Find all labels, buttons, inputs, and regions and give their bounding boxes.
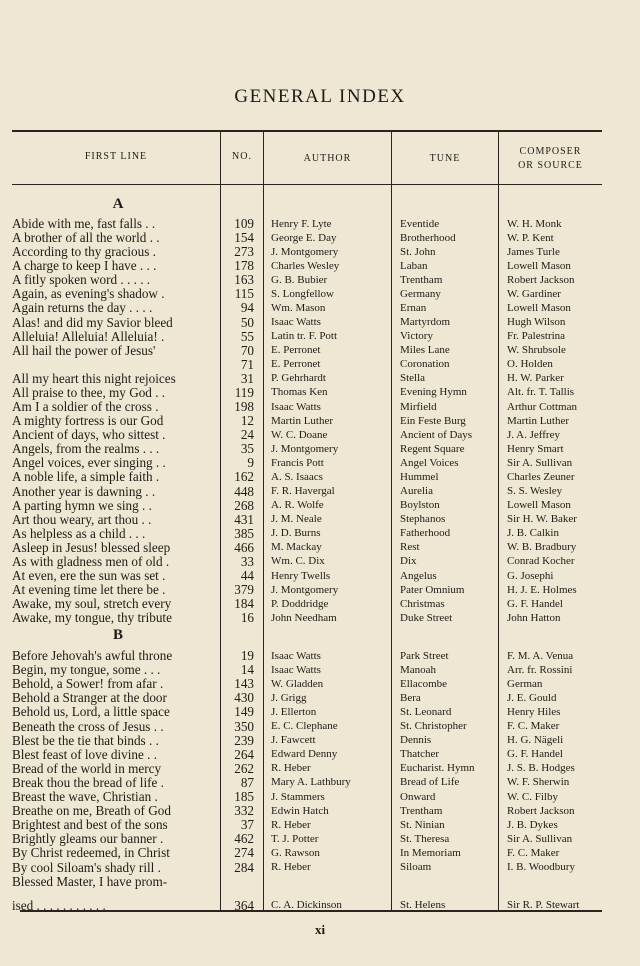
tune-cell: Aurelia [400, 485, 433, 498]
author-cell: S. Longfellow [271, 287, 334, 300]
first-line-cell: Behold a Stranger at the door [12, 690, 167, 706]
tune-cell: Stephanos [400, 513, 446, 526]
composer-cell: Arthur Cottman [507, 400, 577, 413]
hymn-number-cell: 12 [240, 413, 254, 429]
author-cell: J. Montgomery [271, 442, 339, 455]
header-number: NO. [232, 151, 252, 162]
tune-cell: Rest [400, 541, 420, 554]
composer-cell: F. C. Maker [507, 846, 560, 859]
first-line-cell: Again, as evening's shadow . [12, 286, 165, 302]
composer-cell: Sir A. Sullivan [507, 456, 573, 469]
author-cell: Wm. Mason [271, 301, 326, 314]
tune-cell: Evening Hymn [400, 386, 467, 399]
first-line-cell: At evening time let there be . [12, 582, 166, 598]
author-cell: M. Mackay [271, 541, 322, 554]
author-cell: J. Montgomery [271, 583, 339, 596]
composer-cell: J. S. B. Hodges [507, 762, 575, 775]
composer-cell: W. P. Kent [507, 231, 554, 244]
tune-cell: Stella [400, 372, 426, 385]
author-cell: E. C. Clephane [271, 720, 338, 732]
composer-cell: W. F. Sherwin [507, 776, 570, 789]
tune-cell: Miles Lane [400, 344, 450, 357]
hymn-number-cell: 163 [234, 272, 254, 288]
hymn-number-cell: 35 [240, 441, 254, 457]
author-cell: Edwin Hatch [271, 804, 329, 817]
first-line-cell: Asleep in Jesus! blessed sleep [12, 539, 171, 555]
author-cell: F. R. Havergal [271, 485, 335, 498]
composer-cell: F. C. Maker [507, 720, 560, 732]
hymn-number-cell: 55 [240, 328, 254, 344]
composer-cell: Sir A. Sullivan [507, 832, 573, 845]
hymn-number-cell: 149 [234, 704, 254, 720]
hymn-number-cell: 431 [234, 511, 254, 527]
hymn-number-cell: 385 [234, 525, 254, 541]
composer-cell: O. Holden [507, 358, 553, 371]
tune-cell: Fatherhood [400, 527, 451, 540]
header-composer-line2: OR SOURCE [518, 160, 583, 171]
first-line-cell: A charge to keep I have . . . [12, 258, 157, 274]
hymn-number-cell: 154 [234, 230, 254, 246]
author-cell: Mary A. Lathbury [271, 776, 351, 789]
first-line-cell: Ancient of days, who sittest . [12, 427, 166, 443]
tune-cell: St. John [400, 245, 436, 258]
first-line-cell: Break thou the bread of life . [12, 774, 164, 790]
tune-cell: Martyrdom [400, 316, 451, 329]
hymn-number-cell: 24 [240, 427, 254, 443]
author-cell: George E. Day [271, 231, 337, 244]
first-line-cell: All praise to thee, my God . . [12, 384, 166, 400]
composer-cell: H. W. Parker [507, 372, 564, 385]
tune-cell: Manoah [400, 663, 437, 676]
first-line-cell: Alleluia! Alleluia! Alleluia! . [12, 328, 165, 344]
author-cell: Isaac Watts [271, 663, 321, 676]
hymn-number-cell: 273 [234, 244, 254, 260]
composer-cell: Robert Jackson [507, 273, 575, 286]
author-cell: J. M. Neale [271, 513, 322, 526]
author-cell: John Needham [271, 611, 337, 624]
tune-cell: Eucharist. Hymn [400, 762, 475, 775]
composer-cell: S. S. Wesley [507, 485, 563, 498]
hymn-number-cell: 332 [234, 803, 254, 819]
hymn-number-cell: 274 [234, 845, 254, 861]
author-cell: J. Montgomery [271, 245, 339, 258]
hymn-number-cell: 184 [234, 596, 254, 612]
hymn-number-cell: 50 [240, 314, 254, 330]
author-cell: Francis Pott [271, 456, 324, 469]
first-line-cell: By cool Siloam's shady rill . [12, 859, 161, 875]
first-line-cell: Angel voices, ever singing . . [12, 455, 166, 471]
first-line-cell: Breathe on me, Breath of God [12, 803, 171, 819]
tune-cell: St. Helens [400, 899, 446, 912]
hymn-number-cell: 350 [234, 718, 254, 734]
first-line-cell: Before Jehovah's awful throne [12, 648, 173, 663]
author-cell: Latin tr. F. Pott [271, 330, 338, 343]
first-line-cell: Blessed Master, I have prom- [12, 873, 168, 889]
tune-cell: Siloam [400, 861, 432, 873]
tune-cell: Ein Feste Burg [400, 414, 466, 427]
first-line-cell: Behold, a Sower! from afar . [12, 676, 164, 692]
composer-cell: Arr. fr. Rossini [507, 663, 573, 676]
hymn-number-cell: 364 [234, 897, 254, 913]
tune-cell: Regent Square [400, 442, 465, 455]
first-line-cell: ised . . . . . . . . . . . [12, 897, 106, 913]
hymn-number-cell: 87 [240, 774, 254, 790]
author-cell: J. Ellerton [271, 705, 317, 718]
tune-cell: Mirfield [400, 400, 437, 413]
composer-cell: J. E. Gould [507, 691, 557, 704]
tune-cell: Christmas [400, 597, 445, 610]
tune-cell: Hummel [400, 470, 439, 483]
composer-cell: Fr. Palestrina [507, 330, 566, 343]
composer-cell: Martin Luther [507, 414, 570, 427]
tune-cell: Germany [400, 287, 441, 300]
hymn-number-cell: 94 [240, 300, 254, 316]
hymn-number-cell: 466 [234, 539, 254, 555]
author-cell: Thomas Ken [271, 386, 328, 399]
composer-cell: G. F. Handel [507, 748, 563, 761]
author-cell: C. A. Dickinson [271, 899, 342, 912]
hymn-number-cell: 70 [240, 342, 254, 358]
tune-cell: Trentham [400, 273, 443, 286]
hymn-number-cell: 19 [240, 648, 254, 663]
tune-cell: Thatcher [400, 748, 440, 761]
hymn-number-cell: 119 [234, 384, 254, 400]
section-letter-b: B [112, 627, 123, 643]
composer-cell: Robert Jackson [507, 804, 575, 817]
hymn-number-cell: 162 [234, 469, 254, 485]
header-composer-line1: COMPOSER [519, 146, 582, 157]
composer-cell: Conrad Kocher [507, 555, 575, 568]
hymn-number-cell: 9 [247, 455, 254, 471]
tune-cell: Dennis [400, 734, 432, 747]
page-title: GENERAL INDEX [234, 86, 406, 107]
author-cell: R. Heber [271, 861, 311, 873]
hymn-number-cell: 430 [234, 690, 254, 706]
section-letter-a: A [112, 196, 124, 212]
first-line-cell: Blest feast of love divine . . [12, 746, 158, 762]
first-line-cell: Another year is dawning . . [12, 483, 156, 499]
first-line-cell: A brother of all the world . . [12, 230, 160, 246]
tune-cell: Bera [400, 691, 421, 704]
author-cell: E. Perronet [271, 344, 321, 357]
hymn-number-cell: 264 [234, 746, 254, 762]
author-cell: W. C. Doane [271, 428, 328, 441]
composer-cell: J. B. Calkin [507, 527, 559, 540]
author-cell: G. B. Bubier [271, 273, 328, 286]
header-bottom-rule [12, 184, 602, 185]
first-line-cell: All hail the power of Jesus' [12, 342, 156, 358]
author-cell: J. Grigg [271, 691, 307, 704]
composer-cell: Henry Smart [507, 442, 564, 455]
hymn-number-cell: 143 [234, 676, 254, 692]
hymn-number-cell: 239 [234, 732, 254, 748]
hymn-number-cell: 71 [240, 356, 254, 372]
first-line-cell: Brightest and best of the sons [12, 817, 168, 833]
author-cell: Wm. C. Dix [271, 555, 325, 568]
composer-cell: J. A. Jeffrey [507, 428, 560, 441]
tune-cell: St. Ninian [400, 818, 445, 831]
tune-cell: In Memoriam [400, 846, 461, 859]
tune-cell: St. Theresa [400, 832, 450, 845]
hymn-number-cell: 44 [240, 568, 254, 583]
author-cell: Isaac Watts [271, 400, 321, 413]
composer-cell: H. J. E. Holmes [507, 583, 577, 596]
composer-cell: G. F. Handel [507, 597, 563, 610]
first-line-cell: Breast the wave, Christian . [12, 789, 158, 804]
tune-cell: Ellacombe [400, 677, 448, 690]
tune-cell: Park Street [400, 649, 449, 662]
tune-cell: Victory [400, 330, 433, 343]
author-cell: P. Gehrhardt [271, 372, 326, 385]
first-line-cell: Behold us, Lord, a little space [12, 704, 170, 720]
author-cell: P. Doddridge [271, 597, 329, 610]
tune-cell: Dix [400, 555, 417, 568]
composer-cell: W. H. Monk [507, 217, 562, 230]
table-top-rule [12, 130, 602, 132]
hymn-number-cell: 115 [234, 286, 254, 302]
first-line-cell: All my heart this night rejoices [12, 370, 176, 386]
hymn-number-cell: 284 [234, 859, 254, 875]
tune-cell: St. Leonard [400, 705, 452, 718]
first-line-cell: According to thy gracious . [12, 244, 156, 260]
hymn-number-cell: 379 [234, 582, 254, 598]
author-cell: A. R. Wolfe [271, 499, 324, 512]
author-cell: Henry Twells [271, 569, 331, 582]
author-cell: J. Fawcett [271, 734, 316, 747]
composer-cell: Alt. fr. T. Tallis [507, 386, 575, 399]
composer-cell: W. Gardiner [507, 287, 561, 300]
author-cell: Martin Luther [271, 414, 334, 427]
hymn-number-cell: 462 [234, 831, 254, 847]
composer-cell: Lowell Mason [507, 301, 571, 314]
composer-cell: H. G. Nägeli [507, 734, 564, 747]
first-line-cell: Abide with me, fast falls . . [12, 216, 156, 231]
composer-cell: Charles Zeuner [507, 470, 575, 483]
tune-cell: St. Christopher [400, 720, 467, 732]
author-cell: J. D. Burns [271, 527, 321, 540]
author-cell: R. Heber [271, 818, 311, 831]
composer-cell: W. B. Bradbury [507, 541, 577, 554]
tune-cell: Bread of Life [400, 776, 460, 789]
author-cell: G. Rawson [271, 846, 320, 859]
hymn-number-cell: 33 [240, 553, 254, 569]
composer-cell: J. B. Dykes [507, 818, 558, 831]
page-number: xi [314, 922, 326, 937]
composer-cell: Henry Hiles [507, 705, 561, 718]
column-divider [220, 130, 221, 911]
author-cell: E. Perronet [271, 358, 321, 371]
composer-cell: W. C. Filby [507, 790, 558, 803]
composer-cell: Hugh Wilson [507, 316, 566, 329]
first-line-cell: As helpless as a child . . . [12, 525, 146, 541]
first-line-cell: Beneath the cross of Jesus . . [12, 718, 164, 734]
header-tune: TUNE [429, 153, 461, 164]
hymn-number-cell: 37 [240, 817, 254, 833]
tune-cell: Eventide [400, 217, 440, 230]
hymn-number-cell: 448 [234, 483, 254, 499]
tune-cell: Coronation [400, 358, 450, 371]
header-composer [499, 145, 602, 173]
composer-cell: W. Shrubsole [507, 344, 566, 357]
composer-cell: Sir H. W. Baker [507, 513, 577, 526]
first-line-cell: Alas! and did my Savior bleed [12, 314, 173, 330]
first-line-cell: A mighty fortress is our God [12, 413, 164, 429]
composer-cell: Lowell Mason [507, 259, 571, 272]
first-line-cell: A fitly spoken word . . . . . [12, 272, 151, 288]
first-line-cell: By Christ redeemed, in Christ [12, 845, 170, 861]
hymn-number-cell: 185 [234, 789, 254, 804]
author-cell: Henry F. Lyte [271, 217, 332, 230]
author-cell: T. J. Potter [271, 832, 319, 845]
first-line-cell: Begin, my tongue, some . . . [12, 662, 161, 678]
tune-cell: Laban [400, 259, 428, 272]
first-line-cell: Again returns the day . . . . [12, 300, 153, 316]
first-line-cell: A noble life, a simple faith . [12, 469, 160, 485]
tune-cell: Onward [400, 790, 436, 803]
first-line-cell: Bread of the world in mercy [12, 760, 162, 776]
hymn-number-cell: 14 [240, 662, 254, 678]
first-line-cell: Brightly gleams our banner . [12, 831, 164, 847]
tune-cell: Angel Voices [400, 456, 459, 469]
tune-cell: Trentham [400, 804, 443, 817]
first-line-cell: At even, ere the sun was set . [12, 568, 166, 583]
author-cell: A. S. Isaacs [271, 470, 323, 483]
column-divider [391, 130, 392, 911]
composer-cell: Sir R. P. Stewart [507, 899, 580, 912]
first-line-cell: A parting hymn we sing . . [12, 497, 152, 513]
author-cell: Charles Wesley [271, 259, 340, 272]
tune-cell: Brotherhood [400, 231, 456, 244]
tune-cell: Boylston [400, 499, 440, 512]
hymn-number-cell: 268 [234, 497, 254, 513]
first-line-cell: As with gladness men of old . [12, 553, 170, 569]
first-line-cell: Awake, my soul, stretch every [12, 596, 172, 612]
tune-cell: Pater Omnium [400, 583, 465, 596]
author-cell: W. Gladden [271, 677, 324, 690]
column-divider [263, 130, 264, 911]
hymn-number-cell: 262 [234, 760, 254, 776]
tune-cell: Angelus [400, 569, 437, 582]
composer-cell: John Hatton [507, 611, 561, 624]
header-author: AUTHOR [303, 153, 352, 164]
first-line-cell: Blest be the tie that binds . . [12, 732, 159, 748]
first-line-cell: Art thou weary, art thou . . [12, 511, 152, 527]
composer-cell: German [507, 677, 543, 690]
author-cell: J. Stammers [271, 790, 325, 803]
composer-cell: G. Josephi [507, 569, 554, 582]
header-first-line: FIRST LINE [84, 151, 148, 162]
composer-cell: I. B. Woodbury [507, 861, 575, 873]
tune-cell: Ancient of Days [400, 428, 473, 441]
author-cell: Isaac Watts [271, 316, 321, 329]
hymn-number-cell: 178 [234, 258, 254, 274]
hymn-number-cell: 31 [240, 370, 254, 386]
author-cell: Edward Denny [271, 748, 338, 761]
hymn-number-cell: 109 [234, 216, 254, 231]
first-line-cell: Am I a soldier of the cross . [12, 399, 159, 415]
hymn-number-cell: 198 [234, 399, 254, 415]
author-cell: R. Heber [271, 762, 311, 775]
author-cell: Isaac Watts [271, 649, 321, 662]
composer-cell: F. M. A. Venua [507, 649, 574, 662]
tune-cell: Ernan [400, 301, 427, 314]
tune-cell: Duke Street [400, 611, 453, 624]
first-line-cell: Awake, my tongue, thy tribute [12, 610, 172, 626]
composer-cell: James Turle [507, 245, 560, 258]
first-line-cell: Angels, from the realms . . . [12, 441, 160, 457]
hymn-number-cell: 16 [240, 610, 254, 626]
composer-cell: Lowell Mason [507, 499, 571, 512]
